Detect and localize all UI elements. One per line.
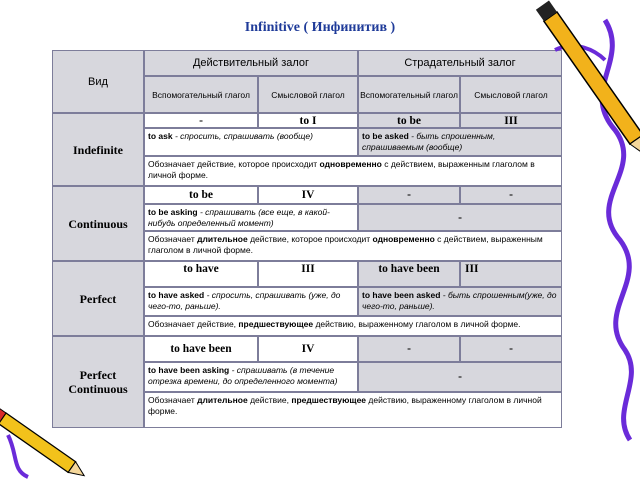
indefinite-passive-main: III — [460, 113, 562, 128]
perfect-continuous-active-example: to have been asking - спрашивать (в течение отрезка времени, до определенного момента) — [144, 362, 358, 392]
header-active-main: Смысловой глагол — [258, 76, 358, 113]
perfect-continuous-active-aux: to have been — [144, 336, 258, 362]
indefinite-passive-example: to be asked - быть спрошенным, спрашиваемым (вообще) — [358, 128, 562, 156]
indefinite-active-main: to I — [258, 113, 358, 128]
pencil-decoration-icon — [535, 0, 640, 480]
perfect-active-example: to have asked - спросить, спрашивать (уже, до чего-то, раньше). — [144, 287, 358, 316]
perfect-active-aux: to have — [144, 261, 258, 287]
indefinite-description: Обозначает действие, которое происходит одновременно с действием, выраженным глаголом в личной форме. — [144, 156, 562, 186]
continuous-passive-aux: - — [358, 186, 460, 204]
indefinite-passive-aux: to be — [358, 113, 460, 128]
continuous-active-example: to be asking - спрашивать (все еще, в какой-нибудь определенный момент) — [144, 204, 358, 231]
header-vid: Вид — [52, 50, 144, 113]
row-label-continuous: Continuous — [52, 186, 144, 261]
perfect-continuous-active-main: IV — [258, 336, 358, 362]
perfect-continuous-description: Обозначает длительное действие, предшествующее действию, выраженному глаголом в личной форме. — [144, 392, 562, 428]
pencil-decoration-bottom-icon — [0, 395, 110, 480]
header-active-aux: Вспомогательный глагол — [144, 76, 258, 113]
row-label-indefinite: Indefinite — [52, 113, 144, 186]
row-label-perfect: Perfect — [52, 261, 144, 336]
continuous-active-main: IV — [258, 186, 358, 204]
row-label-perfect-continuous: Perfect Continuous — [52, 336, 144, 428]
perfect-continuous-passive-main: - — [460, 336, 562, 362]
header-passive-main: Смысловой глагол — [460, 76, 562, 113]
perfect-active-main: III — [258, 261, 358, 287]
continuous-active-aux: to be — [144, 186, 258, 204]
header-passive-aux: Вспомогательный глагол — [358, 76, 460, 113]
page-title: Infinitive ( Инфинитив ) — [244, 20, 396, 35]
perfect-description: Обозначает действие, предшествующее действию, выраженному глаголом в личной форме. — [144, 316, 562, 336]
perfect-passive-aux: to have been — [358, 261, 460, 287]
header-active-voice: Действительный залог — [144, 50, 358, 76]
perfect-continuous-passive-aux: - — [358, 336, 460, 362]
indefinite-active-example: to ask - спросить, спрашивать (вообще) — [144, 128, 358, 156]
indefinite-active-aux: - — [144, 113, 258, 128]
header-passive-voice: Страдательный залог — [358, 50, 562, 76]
continuous-description: Обозначает длительное действие, которое происходит одновременно с действием, выраженным глаголом в личной форме. — [144, 231, 562, 261]
perfect-passive-main: III — [460, 261, 562, 287]
perfect-passive-example: to have been asked - быть спрошенным(уже, до чего-то, раньше). — [358, 287, 562, 316]
continuous-passive-main: - — [460, 186, 562, 204]
perfect-continuous-passive-example: - — [358, 362, 562, 392]
continuous-passive-example: - — [358, 204, 562, 231]
